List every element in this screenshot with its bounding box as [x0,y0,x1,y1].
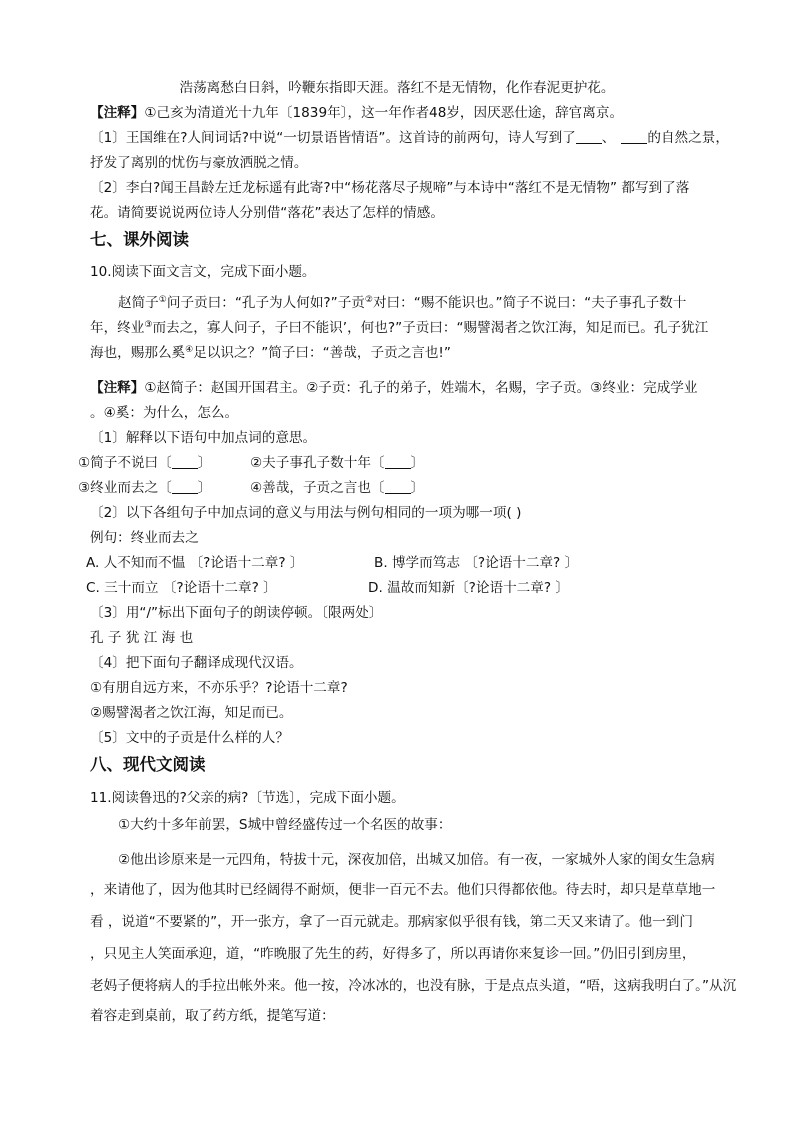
section-heading-7: 七、课外阅读 [90,230,189,249]
question-10-5: 〔5〕文中的子贡是什么样的人？ [90,730,289,746]
item-1 [78,453,211,473]
item-text: 〕 [197,455,212,471]
passage-text: 年，终业 [90,320,145,336]
passage-text: 对曰：“赐不能识也。”简子不说曰：“夫子事孔子数十 [372,295,687,311]
footnote-mark: ② [364,295,373,305]
item-4 [250,478,424,498]
item-text: 〕 [197,480,212,496]
question-2-line-1: 〔2〕李白?闻王昌龄左迁龙标遥有此寄?中“杨花落尽子规啼”与本诗中“落红不是无情物” 都写到了落 [90,180,690,196]
question-10-4-1: ①有朋自远方来，不亦乐乎？?论语十二章? [90,680,348,696]
option-b[interactable]: B. 博学而笃志 〔?论语十二章? 〕 [374,555,579,571]
question-text: 的自然之景， [647,130,729,146]
paragraph-2-line: ，来请他了，因为他其时已经阔得不耐烦，便非一百元不去。他们只得都依他。待去时，却只是草草地一 [90,882,716,898]
item-2 [250,453,424,473]
passage-text: 赵简子 [118,295,159,311]
question-10-3: 〔3〕用“/”标出下面句子的朗读停顿。〔限两处〕 [90,605,383,621]
poem-note [90,103,623,123]
poem-line: 浩荡离愁白日斜，吟鞭东指即天涯。落红不是无情物，化作春泥更护花。 [179,80,615,96]
item-text: ④善哉，子贡之言也〔 [250,480,385,496]
passage-note-line-2: 。④奚：为什么，怎么。 [90,405,239,421]
answer-blank[interactable] [385,480,411,494]
passage-text: 问子贡曰：“孔子为人何如?”子贡 [166,295,365,311]
paragraph-2-line: 老妈子便将病人的手拉出帐外来。他一按，冷冰冰的，也没有脉，于是点点头道，“唔，这病我明白了。”从沉 [90,978,737,994]
passage-line-1 [118,290,686,313]
question-10-3-sentence: 孔 子 犹 江 海 也 [90,630,194,646]
paragraph-2-line: 着容走到桌前，取了药方纸，提笔写道： [90,1008,335,1024]
passage-text: 足以识之？”简子曰：“善哉，子贡之言也!” [193,345,451,361]
question-10-1: 〔1〕解释以下语句中加点词的意思。 [90,430,317,446]
answer-blank[interactable] [621,130,647,144]
paragraph-2-line: ②他出诊原来是一元四角，特拔十元，深夜加倍，出城又加倍。有一夜，一家城外人家的闺女生急病 [118,852,715,868]
paragraph-2-line: ，只见主人笑面承迎，道，“昨晚服了先生的药，好得多了，所以再请你来复诊一回。”仍旧引到房里， [90,946,696,962]
question-text: 〔1〕王国维在?人间词话?中说“一切景语皆情语”。这首诗的前两句，诗人写到了 [90,130,576,146]
passage-text: 而去之，寡人问子，子曰不能识’，何也?”子贡曰：“赐譬渴者之饮江海，知足而已。孔子犹江 [152,320,709,336]
note-text: ①己亥为清道光十九年〔1839年〕，这一年作者48岁，因厌恶仕途，辞官离京。 [144,105,624,121]
answer-blank[interactable] [172,455,198,469]
note-text: ①赵简子：赵国开国君主。②子贡：孔子的弟子，姓端木，名赐，字子贡。③终业：完成学业 [144,380,698,396]
option-d[interactable]: D. 温故而知新〔?论语十二章? 〕 [368,580,569,596]
answer-blank[interactable] [385,455,411,469]
separator-text: 、 [601,130,616,146]
paragraph-1: ①大约十多年前罢，S城中曾经盛传过一个名医的故事： [118,817,452,833]
question-2-line-2: 花。请简要说说两位诗人分别借“落花”表达了怎样的情感。 [90,205,444,221]
question-10-4: 〔4〕把下面句子翻译成现代汉语。 [90,655,303,671]
question-10-4-2: ②赐譬渴者之饮江海，知足而已。 [90,705,293,721]
question-10-2-example: 例句：终业而去之 [90,530,199,546]
question-10-2: 〔2〕以下各组句子中加点词的意义与用法与例句相同的一项为哪一项( ) [90,505,522,521]
question-11-title: 11.阅读鲁迅的?父亲的病?〔节选〕，完成下面小题。 [90,790,405,806]
answer-blank[interactable] [172,480,198,494]
option-a[interactable]: A. 人不知而不愠 〔?论语十二章? 〕 [86,555,304,571]
item-text: ②夫子事孔子数十年〔 [250,455,385,471]
question-10-title: 10.阅读下面文言文，完成下面小题。 [90,264,316,280]
footnote-mark: ③ [144,320,153,330]
item-3 [78,478,211,498]
item-text: 〕 [410,480,425,496]
item-text: ③终业而去之〔 [78,480,172,496]
answer-blank[interactable] [576,130,602,144]
question-1-line-2: 抒发了离别的忧伤与豪放洒脱之情。 [90,155,308,171]
question-1-line-1 [90,128,729,148]
paragraph-2-line: 看 ，说道“不要紧的”，开一张方，拿了一百元就走。那病家似乎很有钱，第二天又来请了。他一到门 [90,914,693,930]
note-label: 【注释】 [90,105,145,121]
footnote-mark: ① [158,295,167,305]
item-text: ①简子不说曰〔 [78,455,172,471]
section-heading-8: 八、现代文阅读 [90,755,206,774]
passage-text: 海也，赐那么奚 [90,345,186,361]
note-label: 【注释】 [90,380,145,396]
item-text: 〕 [410,455,425,471]
passage-note-line-1 [90,378,698,398]
option-c[interactable]: C. 三十而立 〔?论语十二章? 〕 [86,580,277,596]
passage-line-3 [90,340,451,363]
footnote-mark: ④ [185,345,194,355]
passage-line-2 [90,315,708,338]
